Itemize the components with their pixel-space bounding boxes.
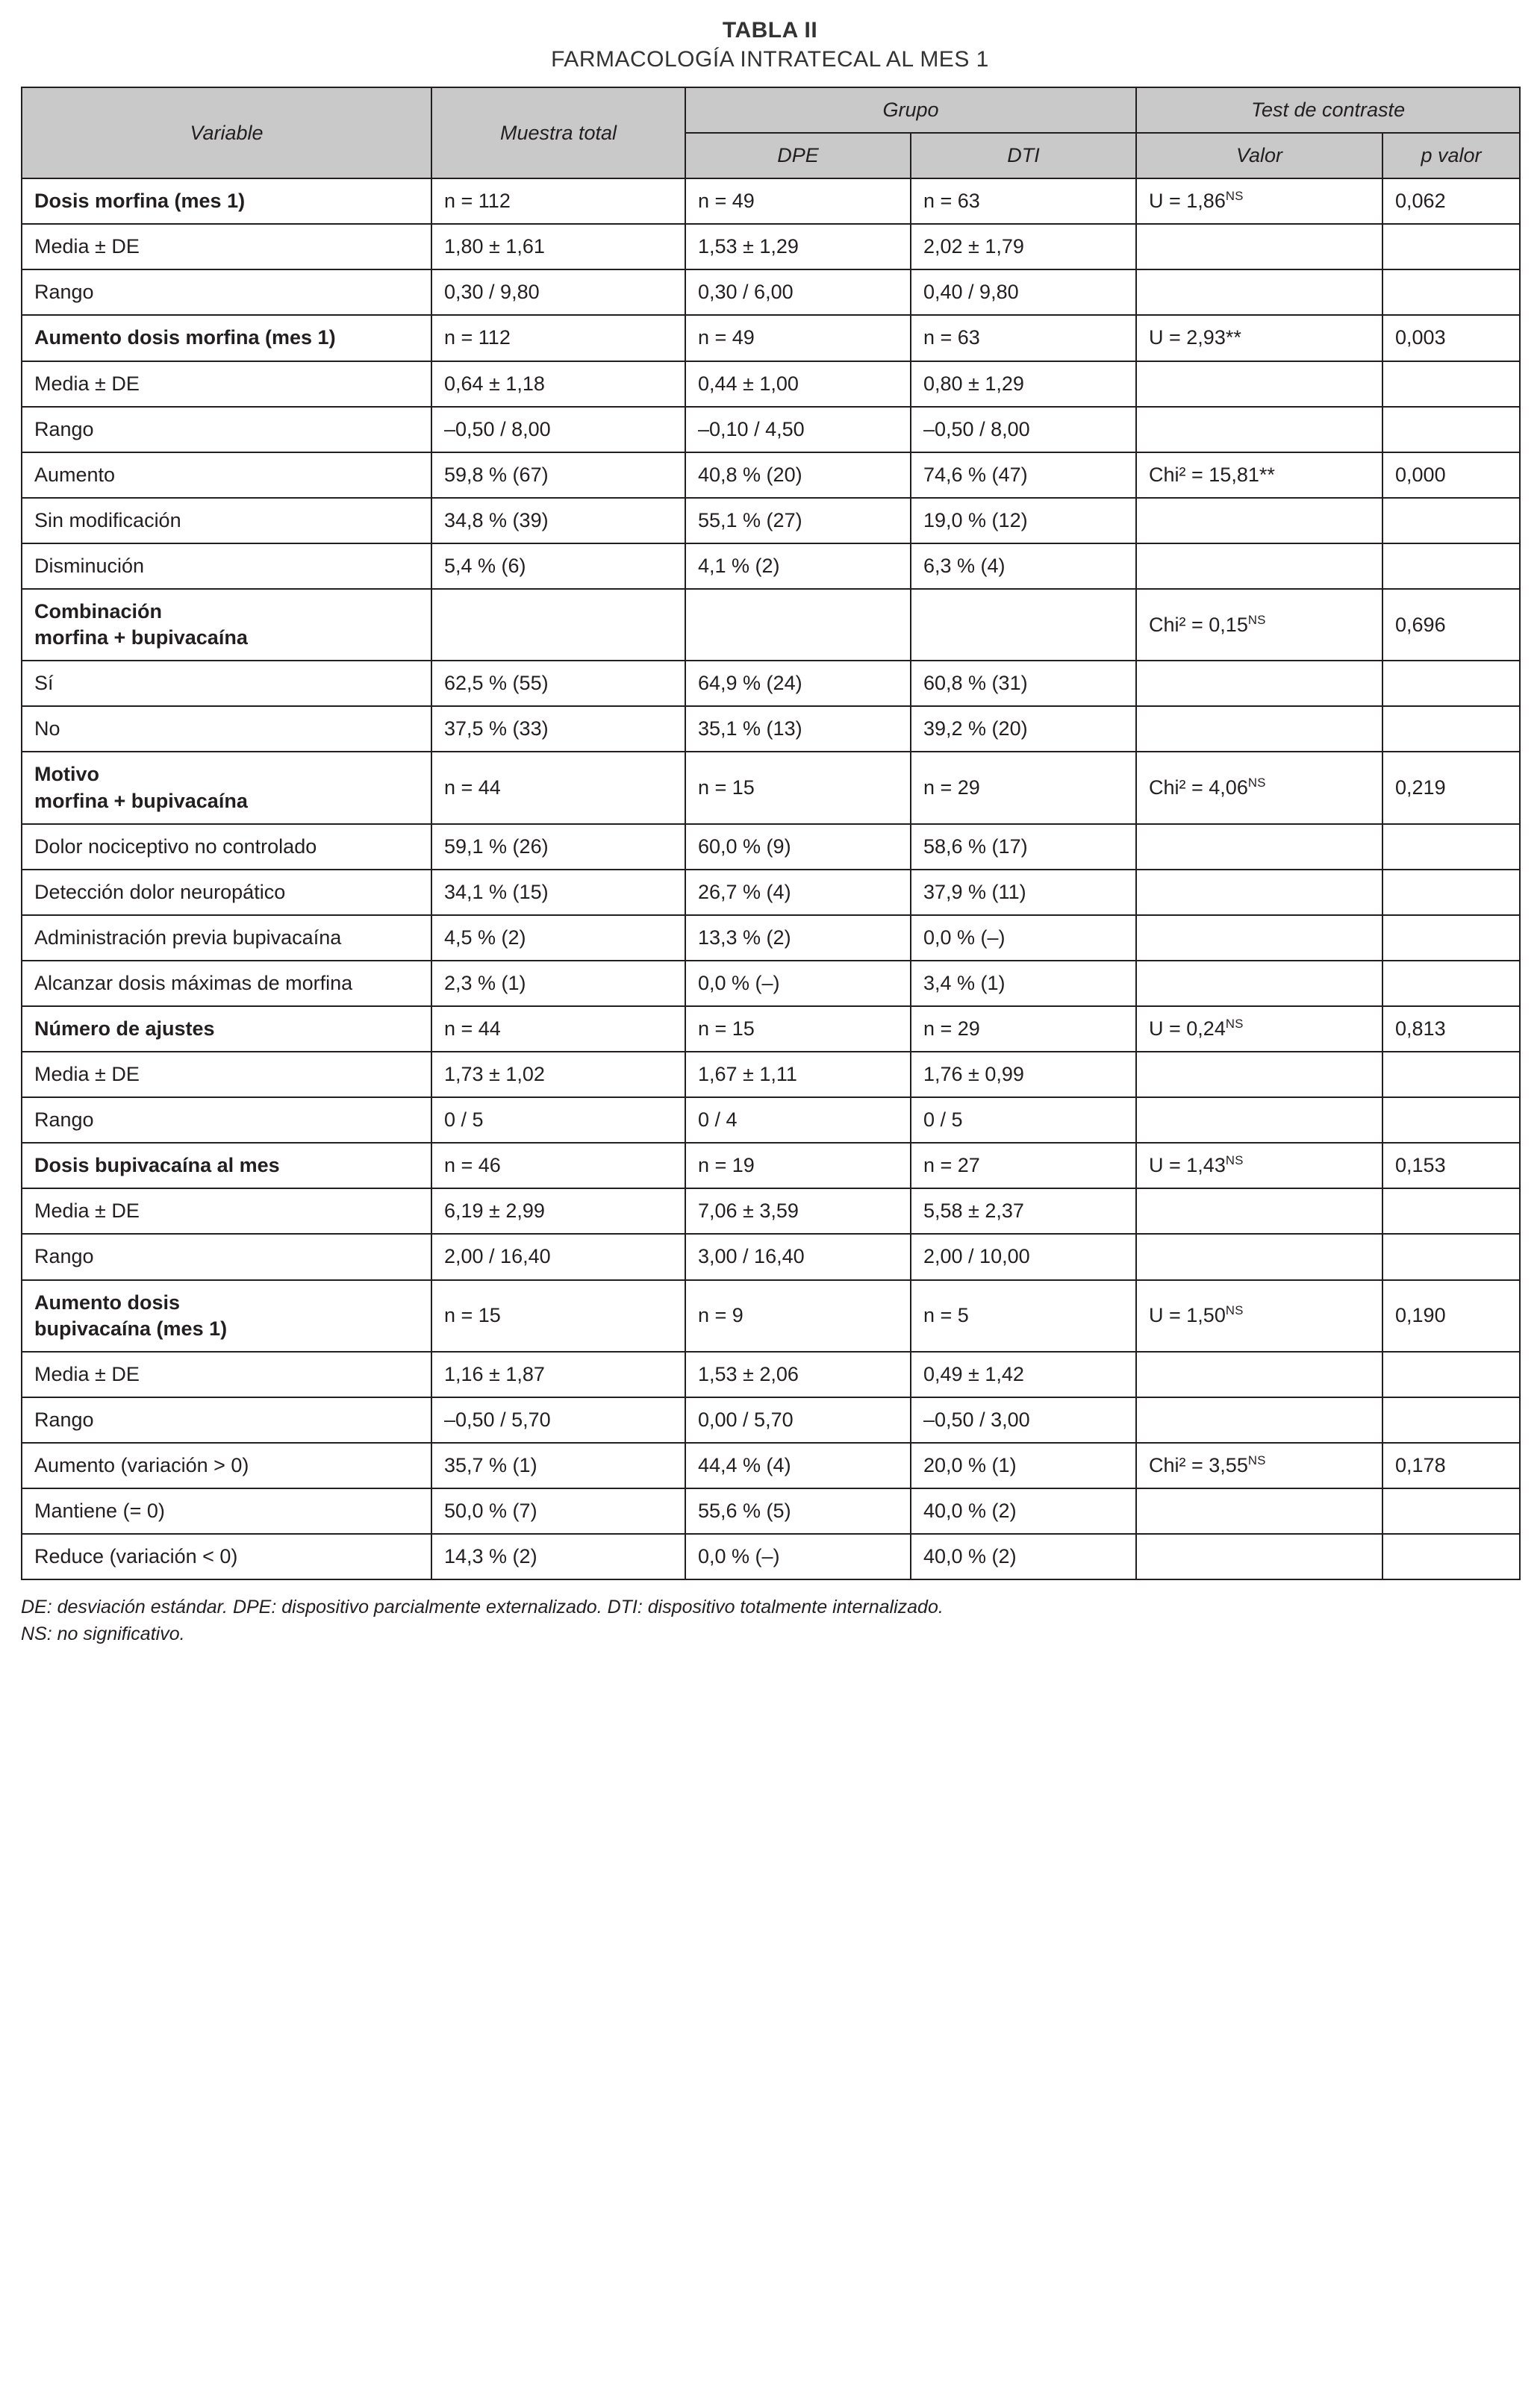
cell-muestra-total: 4,5 % (2)	[431, 915, 685, 961]
row-label: Dolor nociceptivo no controlado	[22, 824, 431, 870]
cell-dti: 60,8 % (31)	[911, 661, 1136, 706]
cell-p-valor	[1382, 961, 1520, 1006]
cell-dti: n = 27	[911, 1143, 1136, 1188]
cell-dti: 6,3 % (4)	[911, 543, 1136, 589]
cell-valor	[1136, 269, 1382, 315]
table-row	[22, 361, 1520, 407]
cell-dpe: 7,06 ± 3,59	[685, 1188, 911, 1234]
table-row	[22, 315, 1520, 361]
row-label: Media ± DE	[22, 1052, 431, 1097]
column-header-dti: DTI	[911, 133, 1136, 178]
cell-dti: n = 63	[911, 315, 1136, 361]
cell-dpe: 35,1 % (13)	[685, 706, 911, 752]
cell-valor	[1136, 915, 1382, 961]
cell-p-valor	[1382, 1052, 1520, 1097]
cell-valor	[1136, 1097, 1382, 1143]
cell-p-valor	[1382, 1097, 1520, 1143]
cell-dpe: 60,0 % (9)	[685, 824, 911, 870]
table-body	[22, 178, 1520, 1579]
row-label: Mantiene (= 0)	[22, 1488, 431, 1534]
cell-valor	[1136, 543, 1382, 589]
significance-superscript: NS	[1247, 775, 1266, 790]
table-row	[22, 915, 1520, 961]
table-row	[22, 543, 1520, 589]
row-label: Aumento dosis bupivacaína (mes 1)	[22, 1280, 431, 1352]
cell-dti: 40,0 % (2)	[911, 1534, 1136, 1579]
cell-dpe: n = 15	[685, 1006, 911, 1052]
cell-dti: 0 / 5	[911, 1097, 1136, 1143]
column-header-dpe: DPE	[685, 133, 911, 178]
cell-muestra-total: n = 46	[431, 1143, 685, 1188]
row-label: Sí	[22, 661, 431, 706]
cell-muestra-total: 34,8 % (39)	[431, 498, 685, 543]
cell-dpe: 0,0 % (–)	[685, 961, 911, 1006]
row-label: Motivo morfina + bupivacaína	[22, 752, 431, 823]
table-header-row-1	[22, 87, 1520, 133]
cell-p-valor: 0,000	[1382, 452, 1520, 498]
cell-p-valor	[1382, 1397, 1520, 1443]
cell-dti: –0,50 / 3,00	[911, 1397, 1136, 1443]
pharmacology-table	[21, 87, 1521, 1580]
page-title	[21, 16, 1519, 75]
cell-valor	[1136, 870, 1382, 915]
cell-dpe: 26,7 % (4)	[685, 870, 911, 915]
table-row	[22, 1443, 1520, 1488]
row-label: Alcanzar dosis máximas de morfina	[22, 961, 431, 1006]
cell-dti: –0,50 / 8,00	[911, 407, 1136, 452]
table-row	[22, 1234, 1520, 1279]
cell-p-valor: 0,813	[1382, 1006, 1520, 1052]
column-header-valor: Valor	[1136, 133, 1382, 178]
cell-dpe: 64,9 % (24)	[685, 661, 911, 706]
cell-p-valor	[1382, 1352, 1520, 1397]
cell-dpe: 0,0 % (–)	[685, 1534, 911, 1579]
table-footnote	[21, 1594, 1519, 1648]
table-header	[22, 87, 1520, 178]
cell-muestra-total: n = 15	[431, 1280, 685, 1352]
cell-p-valor	[1382, 915, 1520, 961]
cell-p-valor: 0,696	[1382, 589, 1520, 661]
row-label: Media ± DE	[22, 1188, 431, 1234]
cell-dpe: 0,00 / 5,70	[685, 1397, 911, 1443]
cell-muestra-total: 50,0 % (7)	[431, 1488, 685, 1534]
cell-valor: $U = 0,24^{NS}$	[1136, 1006, 1382, 1052]
table-row	[22, 1143, 1520, 1188]
cell-dpe: 55,1 % (27)	[685, 498, 911, 543]
footnote-line-1: DE: desviación estándar. DPE: dispositivo parcialmente externalizado. DTI: dispositivo totalmente internalizado.	[21, 1597, 944, 1618]
row-label: Dosis bupivacaína al mes	[22, 1143, 431, 1188]
table-row	[22, 452, 1520, 498]
row-label: Combinación morfina + bupivacaína	[22, 589, 431, 661]
significance-superscript: NS	[1225, 1303, 1244, 1318]
table-row	[22, 961, 1520, 1006]
cell-p-valor	[1382, 269, 1520, 315]
cell-muestra-total: n = 112	[431, 315, 685, 361]
cell-p-valor	[1382, 1534, 1520, 1579]
table-row	[22, 1052, 1520, 1097]
cell-dpe: n = 49	[685, 178, 911, 224]
cell-dpe: n = 19	[685, 1143, 911, 1188]
cell-muestra-total: 59,8 % (67)	[431, 452, 685, 498]
row-label: Media ± DE	[22, 224, 431, 269]
cell-p-valor: 0,178	[1382, 1443, 1520, 1488]
cell-valor: Chi² = 15,81**	[1136, 452, 1382, 498]
cell-dpe: n = 15	[685, 752, 911, 823]
cell-valor: $Chi^2 = 3,55^{NS}$	[1136, 1443, 1382, 1488]
cell-dti: 0,80 ± 1,29	[911, 361, 1136, 407]
cell-dpe: 4,1 % (2)	[685, 543, 911, 589]
cell-muestra-total: n = 112	[431, 178, 685, 224]
cell-dpe: 1,67 ± 1,11	[685, 1052, 911, 1097]
table-row	[22, 1280, 1520, 1352]
cell-dti: n = 29	[911, 1006, 1136, 1052]
row-label: Rango	[22, 269, 431, 315]
cell-valor: $U = 1,86^{NS}$	[1136, 178, 1382, 224]
table-caption: FARMACOLOGÍA INTRATECAL AL MES 1	[551, 46, 989, 72]
cell-p-valor	[1382, 1188, 1520, 1234]
column-header-test-contraste: Test de contraste	[1136, 87, 1520, 133]
cell-muestra-total: 2,00 / 16,40	[431, 1234, 685, 1279]
cell-valor: $Chi^2 = 4,06^{NS}$	[1136, 752, 1382, 823]
cell-dti: 40,0 % (2)	[911, 1488, 1136, 1534]
row-label: Detección dolor neuropático	[22, 870, 431, 915]
cell-p-valor: 0,219	[1382, 752, 1520, 823]
cell-dpe: 0,30 / 6,00	[685, 269, 911, 315]
cell-dti: n = 63	[911, 178, 1136, 224]
cell-dpe: 0,44 ± 1,00	[685, 361, 911, 407]
cell-dti: 3,4 % (1)	[911, 961, 1136, 1006]
cell-dti: 2,02 ± 1,79	[911, 224, 1136, 269]
cell-muestra-total: 6,19 ± 2,99	[431, 1188, 685, 1234]
cell-dpe: n = 49	[685, 315, 911, 361]
table-row	[22, 1006, 1520, 1052]
cell-muestra-total: 0 / 5	[431, 1097, 685, 1143]
cell-valor	[1136, 498, 1382, 543]
table-row	[22, 498, 1520, 543]
cell-dpe	[685, 589, 911, 661]
cell-muestra-total: 5,4 % (6)	[431, 543, 685, 589]
table-row	[22, 870, 1520, 915]
cell-muestra-total: 59,1 % (26)	[431, 824, 685, 870]
table-row	[22, 1097, 1520, 1143]
table-row	[22, 178, 1520, 224]
cell-p-valor: 0,190	[1382, 1280, 1520, 1352]
cell-valor	[1136, 706, 1382, 752]
row-label: No	[22, 706, 431, 752]
column-header-variable: Variable	[22, 87, 431, 178]
cell-muestra-total: –0,50 / 5,70	[431, 1397, 685, 1443]
table-row	[22, 824, 1520, 870]
cell-muestra-total: 35,7 % (1)	[431, 1443, 685, 1488]
row-label: Reduce (variación < 0)	[22, 1534, 431, 1579]
cell-valor	[1136, 1188, 1382, 1234]
row-label: Aumento	[22, 452, 431, 498]
cell-p-valor	[1382, 224, 1520, 269]
row-label: Sin modificación	[22, 498, 431, 543]
cell-muestra-total: 62,5 % (55)	[431, 661, 685, 706]
cell-dti: 0,49 ± 1,42	[911, 1352, 1136, 1397]
table-number: TABLA II	[722, 18, 818, 43]
cell-p-valor	[1382, 361, 1520, 407]
row-label: Media ± DE	[22, 1352, 431, 1397]
cell-valor: $Chi^2 = 0,15^{NS}$	[1136, 589, 1382, 661]
row-label: Rango	[22, 1397, 431, 1443]
table-row	[22, 752, 1520, 823]
cell-muestra-total: 0,64 ± 1,18	[431, 361, 685, 407]
table-row	[22, 706, 1520, 752]
cell-dti: 58,6 % (17)	[911, 824, 1136, 870]
cell-valor: U = 2,93**	[1136, 315, 1382, 361]
cell-muestra-total: 1,80 ± 1,61	[431, 224, 685, 269]
cell-valor	[1136, 1234, 1382, 1279]
cell-p-valor: 0,003	[1382, 315, 1520, 361]
cell-p-valor	[1382, 498, 1520, 543]
cell-valor	[1136, 407, 1382, 452]
cell-valor	[1136, 1488, 1382, 1534]
cell-muestra-total: n = 44	[431, 1006, 685, 1052]
row-label: Número de ajustes	[22, 1006, 431, 1052]
cell-dti	[911, 589, 1136, 661]
table-row	[22, 269, 1520, 315]
column-header-muestra-total: Muestra total	[431, 87, 685, 178]
cell-muestra-total	[431, 589, 685, 661]
cell-dti: 39,2 % (20)	[911, 706, 1136, 752]
row-label: Administración previa bupivacaína	[22, 915, 431, 961]
cell-valor: $U = 1,50^{NS}$	[1136, 1280, 1382, 1352]
cell-dti: 5,58 ± 2,37	[911, 1188, 1136, 1234]
table-row	[22, 661, 1520, 706]
table-row	[22, 1534, 1520, 1579]
cell-dti: 0,0 % (–)	[911, 915, 1136, 961]
table-row	[22, 1188, 1520, 1234]
cell-p-valor: 0,062	[1382, 178, 1520, 224]
cell-dti: 0,40 / 9,80	[911, 269, 1136, 315]
cell-dpe: 1,53 ± 2,06	[685, 1352, 911, 1397]
cell-dti: n = 29	[911, 752, 1136, 823]
cell-valor	[1136, 824, 1382, 870]
cell-valor: $U = 1,43^{NS}$	[1136, 1143, 1382, 1188]
cell-muestra-total: 2,3 % (1)	[431, 961, 685, 1006]
cell-valor	[1136, 1534, 1382, 1579]
cell-dpe: 55,6 % (5)	[685, 1488, 911, 1534]
column-header-p-valor: p valor	[1382, 133, 1520, 178]
cell-dti: n = 5	[911, 1280, 1136, 1352]
table-row	[22, 589, 1520, 661]
row-label: Aumento dosis morfina (mes 1)	[22, 315, 431, 361]
significance-superscript: NS	[1247, 1453, 1266, 1467]
cell-p-valor	[1382, 706, 1520, 752]
significance-superscript: NS	[1225, 1153, 1244, 1168]
table-row	[22, 1397, 1520, 1443]
cell-valor	[1136, 361, 1382, 407]
cell-valor	[1136, 961, 1382, 1006]
table-row	[22, 1488, 1520, 1534]
cell-dti: 2,00 / 10,00	[911, 1234, 1136, 1279]
cell-dpe: –0,10 / 4,50	[685, 407, 911, 452]
cell-dti: 74,6 % (47)	[911, 452, 1136, 498]
cell-dpe: 1,53 ± 1,29	[685, 224, 911, 269]
cell-valor	[1136, 661, 1382, 706]
row-label: Rango	[22, 407, 431, 452]
cell-muestra-total: 0,30 / 9,80	[431, 269, 685, 315]
cell-dpe: 40,8 % (20)	[685, 452, 911, 498]
footnote-line-2: NS: no significativo.	[21, 1623, 185, 1645]
cell-p-valor	[1382, 543, 1520, 589]
table-row	[22, 1352, 1520, 1397]
cell-dpe: 13,3 % (2)	[685, 915, 911, 961]
cell-valor	[1136, 1052, 1382, 1097]
significance-superscript: NS	[1225, 189, 1244, 204]
cell-p-valor	[1382, 407, 1520, 452]
cell-muestra-total: 1,73 ± 1,02	[431, 1052, 685, 1097]
cell-p-valor: 0,153	[1382, 1143, 1520, 1188]
cell-valor	[1136, 1397, 1382, 1443]
cell-p-valor	[1382, 870, 1520, 915]
significance-superscript: NS	[1247, 612, 1266, 627]
cell-muestra-total: n = 44	[431, 752, 685, 823]
cell-muestra-total: 14,3 % (2)	[431, 1534, 685, 1579]
column-header-grupo: Grupo	[685, 87, 1136, 133]
cell-dpe: 3,00 / 16,40	[685, 1234, 911, 1279]
cell-dti: 20,0 % (1)	[911, 1443, 1136, 1488]
table-row	[22, 224, 1520, 269]
table-row	[22, 407, 1520, 452]
cell-dti: 19,0 % (12)	[911, 498, 1136, 543]
cell-valor	[1136, 224, 1382, 269]
cell-dti: 1,76 ± 0,99	[911, 1052, 1136, 1097]
cell-muestra-total: 1,16 ± 1,87	[431, 1352, 685, 1397]
cell-p-valor	[1382, 661, 1520, 706]
row-label: Disminución	[22, 543, 431, 589]
cell-muestra-total: –0,50 / 8,00	[431, 407, 685, 452]
cell-muestra-total: 34,1 % (15)	[431, 870, 685, 915]
cell-dpe: 0 / 4	[685, 1097, 911, 1143]
row-label: Media ± DE	[22, 361, 431, 407]
cell-muestra-total: 37,5 % (33)	[431, 706, 685, 752]
cell-p-valor	[1382, 1234, 1520, 1279]
significance-superscript: NS	[1225, 1016, 1244, 1031]
row-label: Rango	[22, 1097, 431, 1143]
row-label: Rango	[22, 1234, 431, 1279]
cell-p-valor	[1382, 824, 1520, 870]
cell-p-valor	[1382, 1488, 1520, 1534]
cell-dpe: 44,4 % (4)	[685, 1443, 911, 1488]
row-label: Aumento (variación > 0)	[22, 1443, 431, 1488]
cell-valor	[1136, 1352, 1382, 1397]
cell-dpe: n = 9	[685, 1280, 911, 1352]
row-label: Dosis morfina (mes 1)	[22, 178, 431, 224]
cell-dti: 37,9 % (11)	[911, 870, 1136, 915]
